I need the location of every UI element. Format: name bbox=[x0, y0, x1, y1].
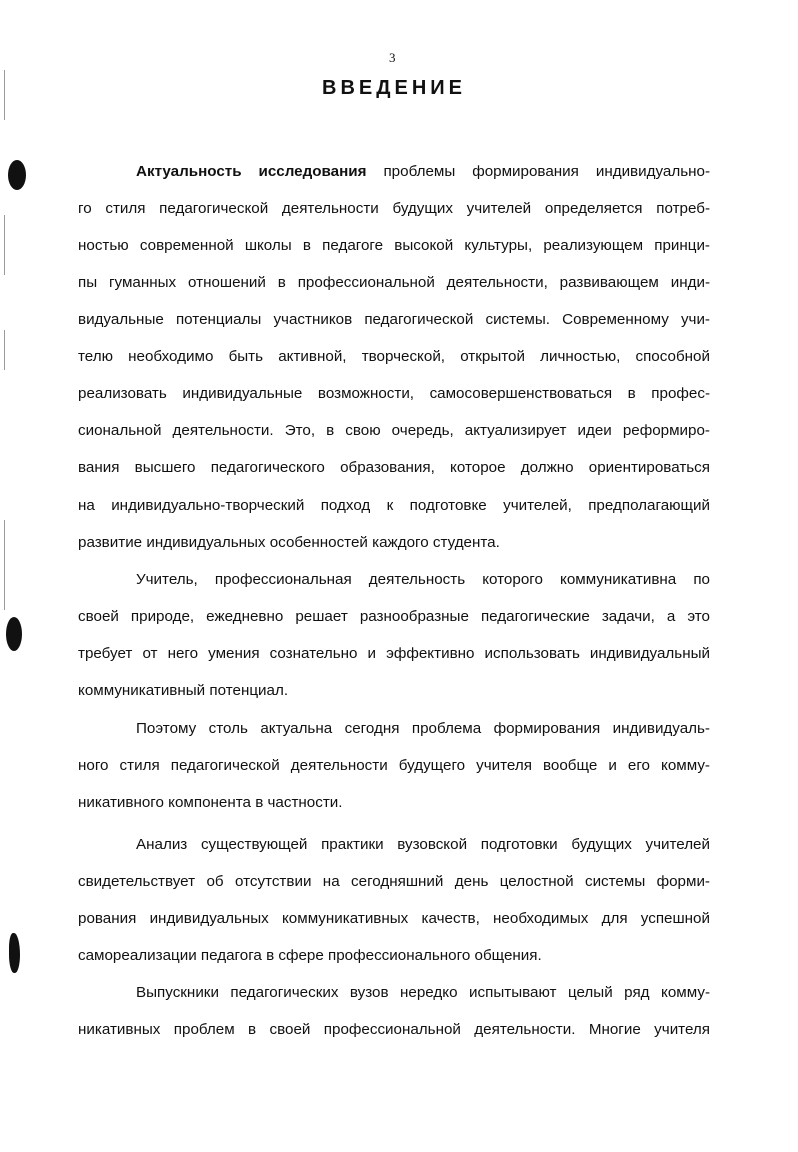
text-line bbox=[78, 909, 710, 929]
text-line bbox=[78, 533, 710, 553]
line-text: Поэтому столь актуальна сегодня проблема формирования индивидуаль- bbox=[136, 720, 710, 737]
text-line bbox=[78, 496, 710, 516]
text-line bbox=[78, 681, 710, 701]
text-line bbox=[136, 719, 710, 739]
line-text: сиональной деятельности. Это, в свою очередь, актуализирует идеи реформиро- bbox=[78, 422, 710, 439]
text-line bbox=[78, 644, 710, 664]
line-text: Анализ существующей практики вузовской подготовки будущих учителей bbox=[136, 836, 710, 853]
text-line bbox=[136, 983, 710, 1003]
line-text: своей природе, ежедневно решает разнообразные педагогические задачи, а это bbox=[78, 608, 710, 625]
line-text: рования индивидуальных коммуникативных качеств, необходимых для успешной bbox=[78, 910, 710, 927]
scan-edge-mark bbox=[4, 215, 5, 275]
scan-edge-mark bbox=[4, 520, 5, 610]
text-line bbox=[136, 570, 710, 590]
binder-hole-bottom bbox=[9, 933, 20, 973]
line-text: видуальные потенциалы участников педагогической системы. Современному учи- bbox=[78, 311, 710, 328]
line-text: ного стиля педагогической деятельности будущего учителя вообще и его комму- bbox=[78, 757, 710, 774]
line-text: Учитель, профессиональная деятельность которого коммуникативна по bbox=[136, 571, 710, 588]
line-text: самореализации педагога в сфере профессионального общения. bbox=[78, 947, 542, 964]
line-text: Выпускники педагогических вузов нередко испытывают целый ряд комму- bbox=[136, 984, 710, 1001]
text-line bbox=[78, 793, 710, 813]
text-line bbox=[78, 756, 710, 776]
line-text: на индивидуально-творческий подход к подготовке учителей, предполагающий bbox=[78, 497, 710, 514]
line-text: развитие индивидуальных особенностей каждого студента. bbox=[78, 534, 500, 551]
line-text: коммуникативный потенциал. bbox=[78, 682, 289, 699]
text-line bbox=[78, 347, 710, 367]
line-text: свидетельствует об отсутствии на сегодняшний день целостной системы форми- bbox=[78, 873, 710, 890]
line-text: никативных проблем в своей профессиональной деятельности. Многие учителя bbox=[78, 1021, 710, 1038]
binder-hole-middle bbox=[6, 617, 22, 651]
text-line bbox=[78, 236, 710, 256]
page-title: ВВЕДЕНИЕ bbox=[322, 77, 466, 99]
scan-edge-mark bbox=[4, 330, 5, 370]
text-line bbox=[78, 1020, 710, 1040]
page-number: 3 bbox=[389, 50, 396, 65]
line-text: го стиля педагогической деятельности будущих учителей определяется потреб- bbox=[78, 200, 710, 217]
line-text: ностью современной школы в педагоге высокой культуры, реализующем принци- bbox=[78, 237, 710, 254]
line-text: вания высшего педагогического образования, которое должно ориентироваться bbox=[78, 459, 710, 476]
line-text: пы гуманных отношений в профессиональной деятельности, развивающем инди- bbox=[78, 274, 710, 291]
text-line bbox=[136, 835, 710, 855]
text-line bbox=[78, 199, 710, 219]
text-line bbox=[78, 946, 710, 966]
scan-edge-mark bbox=[4, 70, 5, 120]
text-line bbox=[136, 162, 710, 182]
bold-term: Актуальность исследования bbox=[136, 163, 367, 180]
text-line bbox=[78, 607, 710, 627]
text-line bbox=[78, 310, 710, 330]
text-line bbox=[78, 384, 710, 404]
text-line bbox=[78, 421, 710, 441]
text-line bbox=[78, 273, 710, 293]
line-text: телю необходимо быть активной, творческой, открытой личностью, способной bbox=[78, 348, 710, 365]
text-line bbox=[78, 458, 710, 478]
binder-hole-top bbox=[8, 160, 26, 190]
text-line bbox=[78, 872, 710, 892]
line-text: проблемы формирования индивидуально- bbox=[366, 163, 710, 180]
line-text: реализовать индивидуальные возможности, самосовершенствоваться в профес- bbox=[78, 385, 710, 402]
line-text: никативного компонента в частности. bbox=[78, 794, 343, 811]
line-text: требует от него умения сознательно и эффективно использовать индивидуальный bbox=[78, 645, 710, 662]
